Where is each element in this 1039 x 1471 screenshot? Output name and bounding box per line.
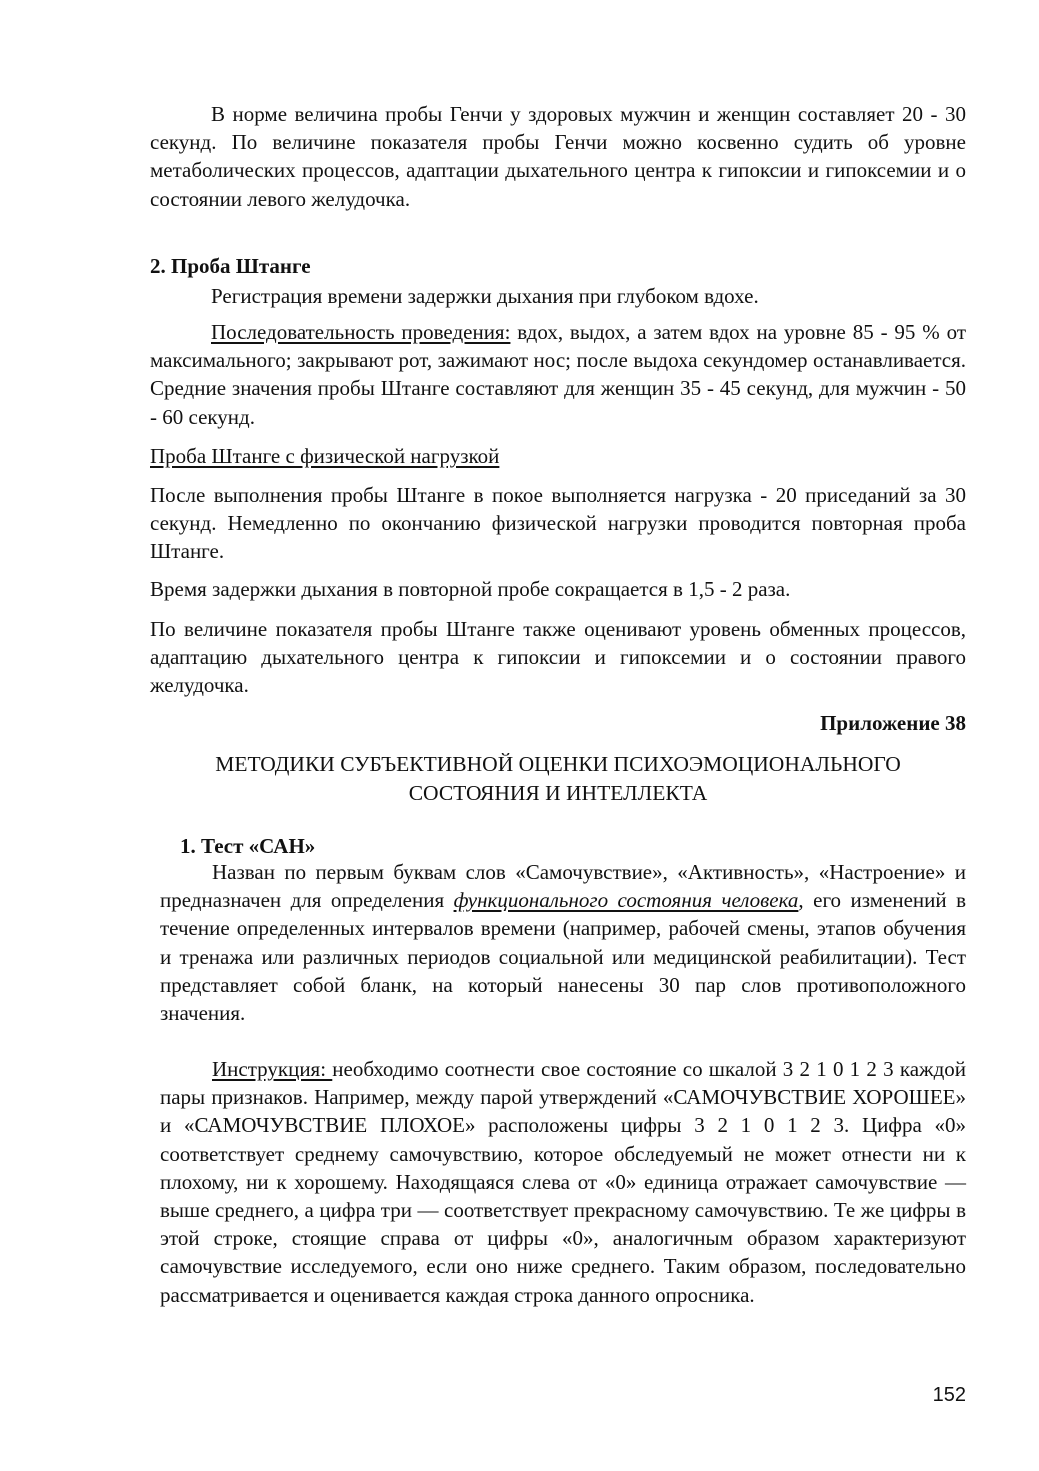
stange-sequence-paragraph: [150, 318, 966, 431]
appendix-title-line2: СОСТОЯНИЯ И ИНТЕЛЛЕКТА: [408, 781, 708, 805]
test-san-description-paragraph: [160, 858, 966, 1027]
test-san-instruction-paragraph: [160, 1055, 966, 1309]
appendix-title: [150, 750, 966, 808]
instruction-text: необходимо соотнести свое состояние со шкалой 3 2 1 0 1 2 3 каждой пары признаков. Например, между парой утверждений «САМОЧУВСТВИЕ ХОРОШЕЕ» и «САМОЧУВСТВИЕ ПЛОХОЕ» расположены цифры 3 2 1 0 1 2 3. Цифра «0» соответствует среднему самочувствию, которое обследуемый не может отнести ни к плохому, ни к хорошему. Находящаяся слева от «0» единица отражает самочувствие — выше среднего, а цифра три — соответствует прекрасному самочувствию. Те же цифры в этой строке, стоящие справа от цифры «0», аналогичным образом характеризуют самочувствие исследуемого, если оно ниже среднего. Таким образом, последовательно рассматривается и оценивается каждая строка данного опросника.: [160, 1057, 966, 1307]
test-san-heading: 1. Тест «САН»: [180, 834, 316, 858]
stange-repeat-paragraph: [150, 575, 966, 603]
genchi-norm-paragraph: [150, 100, 966, 213]
san-para-start: Назван по первым буквам слов «Самочувствие», «Активность», «Настроение» и предназначен для определения: [160, 860, 966, 913]
stange-definition-paragraph: [150, 282, 966, 310]
appendix-label: Приложение 38: [820, 711, 966, 735]
sequence-text: вдох, выдох, а затем вдох на уровне 85 - 95 % от максимального; закрывают рот, зажимают нос; после выдоха секундомер останавливается. Средние значения пробы Штанге составляют для женщин 35 - 45 секунд, для мужчин - 50 - 60 секунд.: [150, 320, 967, 429]
san-para-end: , его изменений в течение определенных интервалов времени (например, рабочей смены, этапов обучения и тренажа или различных периодов социальной или медицинской реабилитации). Тест представляет собой бланк, на который нанесены 30 пар слов противоположного значения.: [160, 888, 966, 1026]
san-functional-state-term: функционального состояния человека: [453, 888, 799, 913]
stange-load-paragraph: [150, 481, 966, 566]
assessment-paragraph-text: По величине показателя пробы Штанге также оценивают уровень обменных процессов, адаптацию дыхательного центра к гипоксии и гипоксемии и о состоянии правого желудочка.: [150, 617, 966, 698]
page-number: 152: [932, 1384, 966, 1406]
repeat-paragraph-text: Время задержки дыхания в повторной пробе сокращается в 1,5 - 2 раза.: [150, 577, 791, 601]
appendix-title-line1: МЕТОДИКИ СУБЪЕКТИВНОЙ ОЦЕНКИ ПСИХОЭМОЦИОНАЛЬНОГО: [215, 752, 901, 776]
sequence-label: Последовательность проведения:: [211, 320, 511, 344]
load-paragraph-text: После выполнения пробы Штанге в покое выполняется нагрузка - 20 приседаний за 30 секунд. Немедленно по окончанию физической нагрузки проводится повторная проба Штанге.: [150, 483, 966, 564]
instruction-label: Инструкция:: [212, 1057, 333, 1081]
stange-definition-text: Регистрация времени задержки дыхания при глубоком вдохе.: [211, 284, 759, 308]
stange-assessment-paragraph: [150, 615, 966, 700]
load-subheading-text: Проба Штанге с физической нагрузкой: [150, 444, 500, 468]
genchi-norm-text: В норме величина пробы Генчи у здоровых мужчин и женщин составляет 20 - 30 секунд. По величине показателя пробы Генчи можно косвенно судить об уровне метаболических процессов, адаптации дыхательного центра к гипоксии и гипоксемии и о состоянии левого желудочка.: [150, 102, 966, 211]
stange-load-subheading: [150, 442, 966, 470]
section-heading-stange: 2. Проба Штанге: [150, 254, 311, 278]
